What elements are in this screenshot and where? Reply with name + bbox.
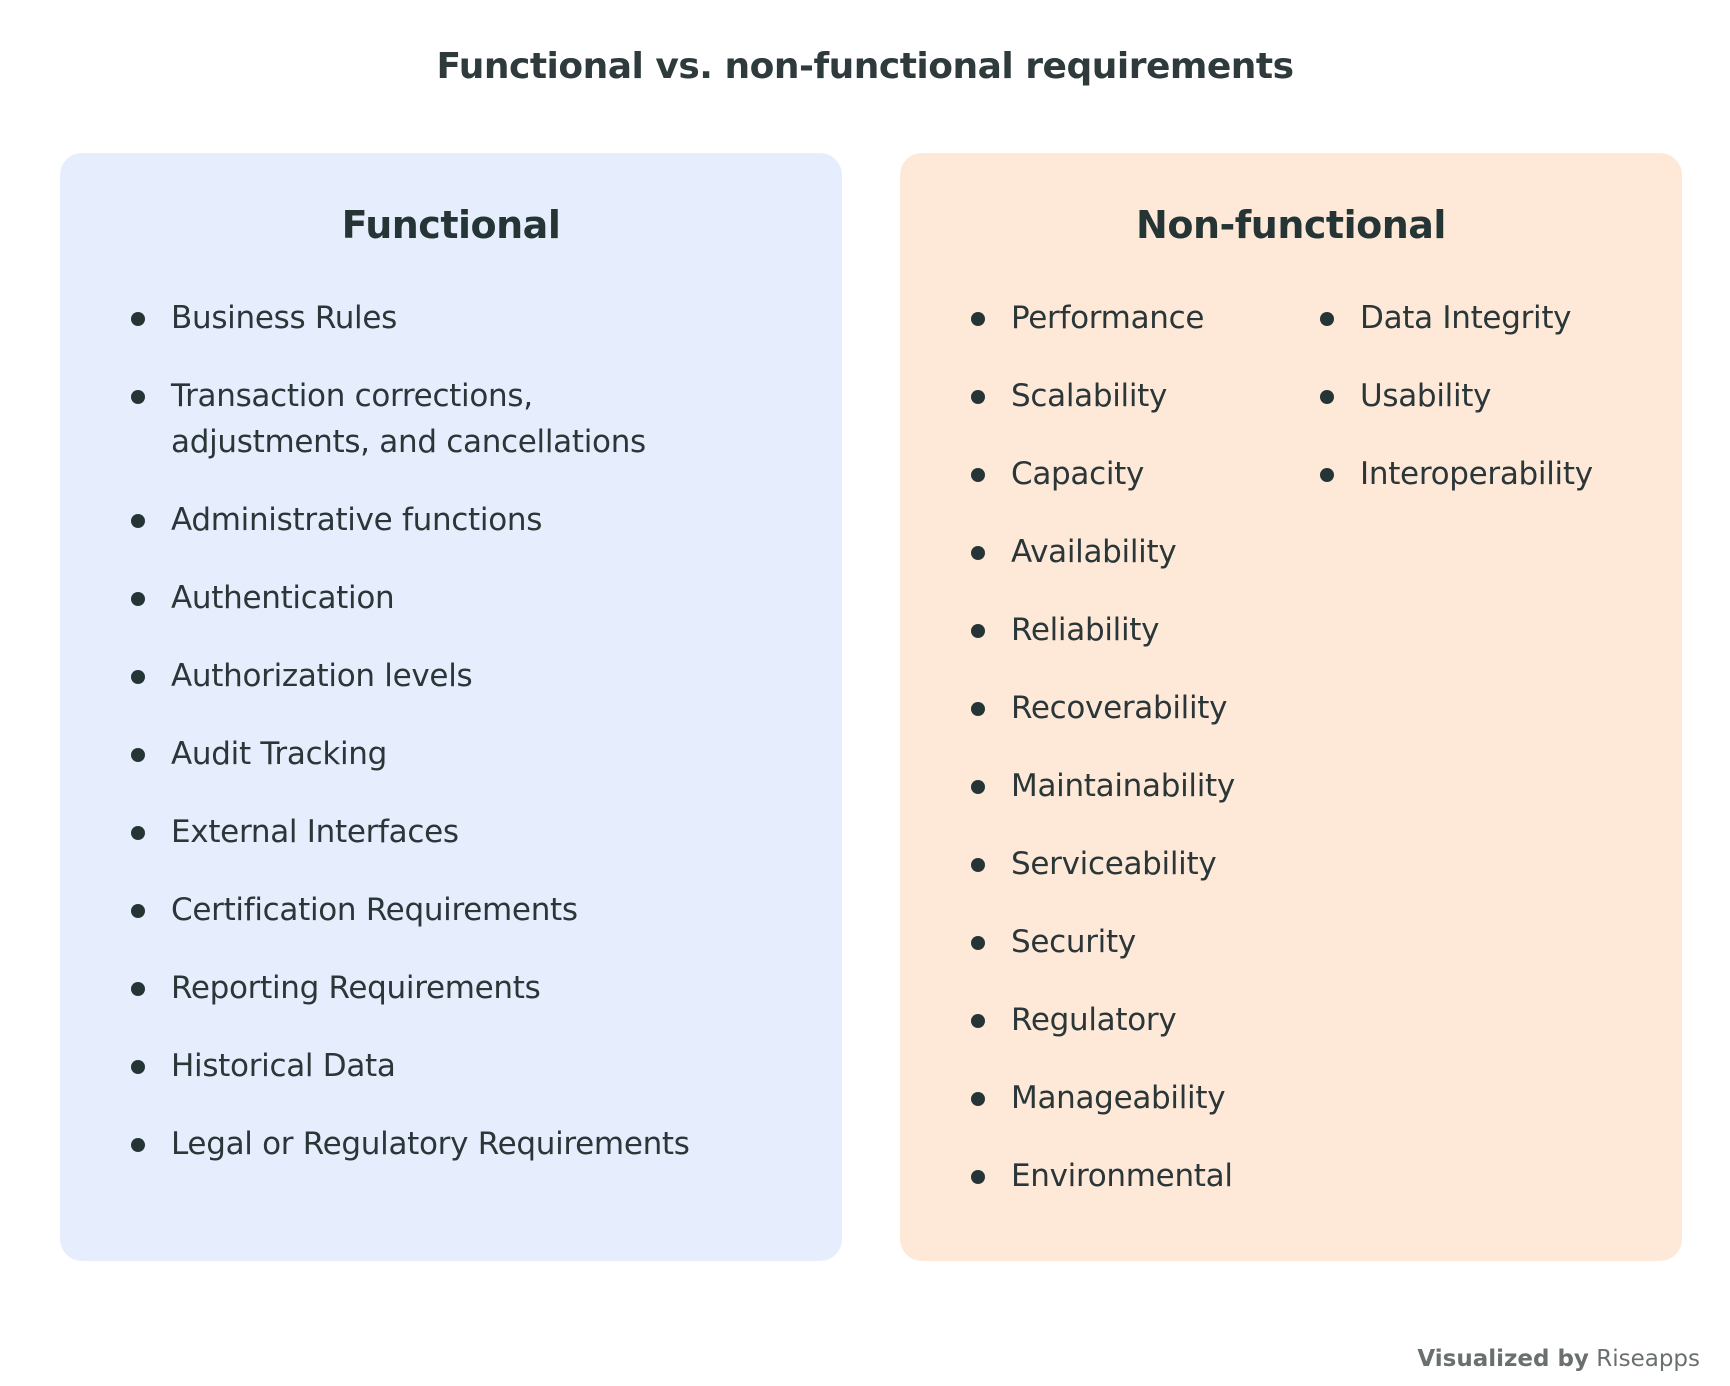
list-item-label: Data Integrity bbox=[1360, 300, 1572, 336]
list-item-label: Security bbox=[1011, 924, 1136, 960]
bullet-icon bbox=[971, 1170, 985, 1184]
functional-list bbox=[131, 295, 771, 1199]
list-item-label: Capacity bbox=[1011, 456, 1145, 492]
list-item-label: Usability bbox=[1360, 378, 1492, 414]
list-item bbox=[1320, 451, 1650, 497]
bullet-icon bbox=[971, 468, 985, 482]
list-item bbox=[131, 809, 771, 855]
list-item bbox=[971, 607, 1271, 653]
list-item bbox=[131, 1121, 771, 1167]
bullet-icon bbox=[131, 670, 145, 684]
bullet-icon bbox=[1320, 312, 1334, 326]
bullet-icon bbox=[131, 592, 145, 606]
list-item bbox=[131, 887, 771, 933]
list-item-label: Transaction corrections, adjustments, and cancellations bbox=[171, 378, 646, 460]
nonfunctional-heading: Non-functional bbox=[1136, 203, 1446, 247]
list-item bbox=[1320, 373, 1650, 419]
list-item-label: Audit Tracking bbox=[171, 736, 388, 772]
bullet-icon bbox=[131, 312, 145, 326]
list-item bbox=[131, 965, 771, 1011]
list-item-label: Environmental bbox=[1011, 1158, 1233, 1194]
bullet-icon bbox=[131, 514, 145, 528]
list-item bbox=[971, 451, 1271, 497]
list-item bbox=[1320, 295, 1650, 341]
list-item bbox=[971, 373, 1271, 419]
list-item-label: Authentication bbox=[171, 580, 395, 616]
page-title: Functional vs. non-functional requirements bbox=[436, 46, 1294, 87]
list-item-label: Scalability bbox=[1011, 378, 1168, 414]
nonfunctional-panel bbox=[900, 153, 1682, 1261]
nonfunctional-list-column-2 bbox=[1320, 295, 1650, 529]
list-item-label: Reporting Requirements bbox=[171, 970, 541, 1006]
bullet-icon bbox=[131, 390, 145, 404]
nonfunctional-list-column-1 bbox=[971, 295, 1271, 1231]
list-item bbox=[971, 997, 1271, 1043]
bullet-icon bbox=[1320, 390, 1334, 404]
credit-brand: Riseapps bbox=[1596, 1346, 1700, 1372]
credit bbox=[1417, 1346, 1700, 1372]
list-item bbox=[971, 1153, 1271, 1199]
list-item-label: Reliability bbox=[1011, 612, 1160, 648]
bullet-icon bbox=[131, 826, 145, 840]
list-item-label: Legal or Regulatory Requirements bbox=[171, 1126, 690, 1162]
bullet-icon bbox=[971, 858, 985, 872]
list-item bbox=[131, 373, 731, 465]
list-item-label: Business Rules bbox=[171, 300, 397, 336]
bullet-icon bbox=[971, 390, 985, 404]
bullet-icon bbox=[971, 1092, 985, 1106]
list-item bbox=[131, 731, 771, 777]
list-item-label: Historical Data bbox=[171, 1048, 396, 1084]
list-item-label: Administrative functions bbox=[171, 502, 543, 538]
bullet-icon bbox=[1320, 468, 1334, 482]
list-item-label: Regulatory bbox=[1011, 1002, 1177, 1038]
list-item bbox=[971, 763, 1271, 809]
functional-heading: Functional bbox=[341, 203, 561, 247]
list-item bbox=[131, 295, 771, 341]
bullet-icon bbox=[131, 748, 145, 762]
list-item-label: Interoperability bbox=[1360, 456, 1593, 492]
list-item bbox=[131, 575, 771, 621]
list-item bbox=[131, 1043, 771, 1089]
bullet-icon bbox=[131, 1060, 145, 1074]
list-item-label: Certification Requirements bbox=[171, 892, 578, 928]
list-item bbox=[971, 685, 1271, 731]
bullet-icon bbox=[971, 780, 985, 794]
bullet-icon bbox=[971, 546, 985, 560]
list-item bbox=[131, 497, 771, 543]
bullet-icon bbox=[971, 936, 985, 950]
bullet-icon bbox=[971, 624, 985, 638]
functional-panel bbox=[60, 153, 842, 1261]
list-item bbox=[971, 841, 1271, 887]
list-item-label: Availability bbox=[1011, 534, 1177, 570]
list-item-label: Authorization levels bbox=[171, 658, 473, 694]
list-item bbox=[971, 529, 1271, 575]
list-item-label: External Interfaces bbox=[171, 814, 459, 850]
list-item bbox=[971, 919, 1271, 965]
list-item-label: Serviceability bbox=[1011, 846, 1217, 882]
list-item-label: Maintainability bbox=[1011, 768, 1235, 804]
bullet-icon bbox=[131, 982, 145, 996]
bullet-icon bbox=[971, 702, 985, 716]
bullet-icon bbox=[971, 312, 985, 326]
bullet-icon bbox=[131, 904, 145, 918]
list-item-label: Manageability bbox=[1011, 1080, 1226, 1116]
credit-prefix: Visualized by bbox=[1417, 1346, 1589, 1372]
bullet-icon bbox=[971, 1014, 985, 1028]
bullet-icon bbox=[131, 1138, 145, 1152]
list-item-label: Recoverability bbox=[1011, 690, 1228, 726]
list-item bbox=[971, 295, 1271, 341]
list-item bbox=[971, 1075, 1271, 1121]
list-item-label: Performance bbox=[1011, 300, 1205, 336]
list-item bbox=[131, 653, 771, 699]
